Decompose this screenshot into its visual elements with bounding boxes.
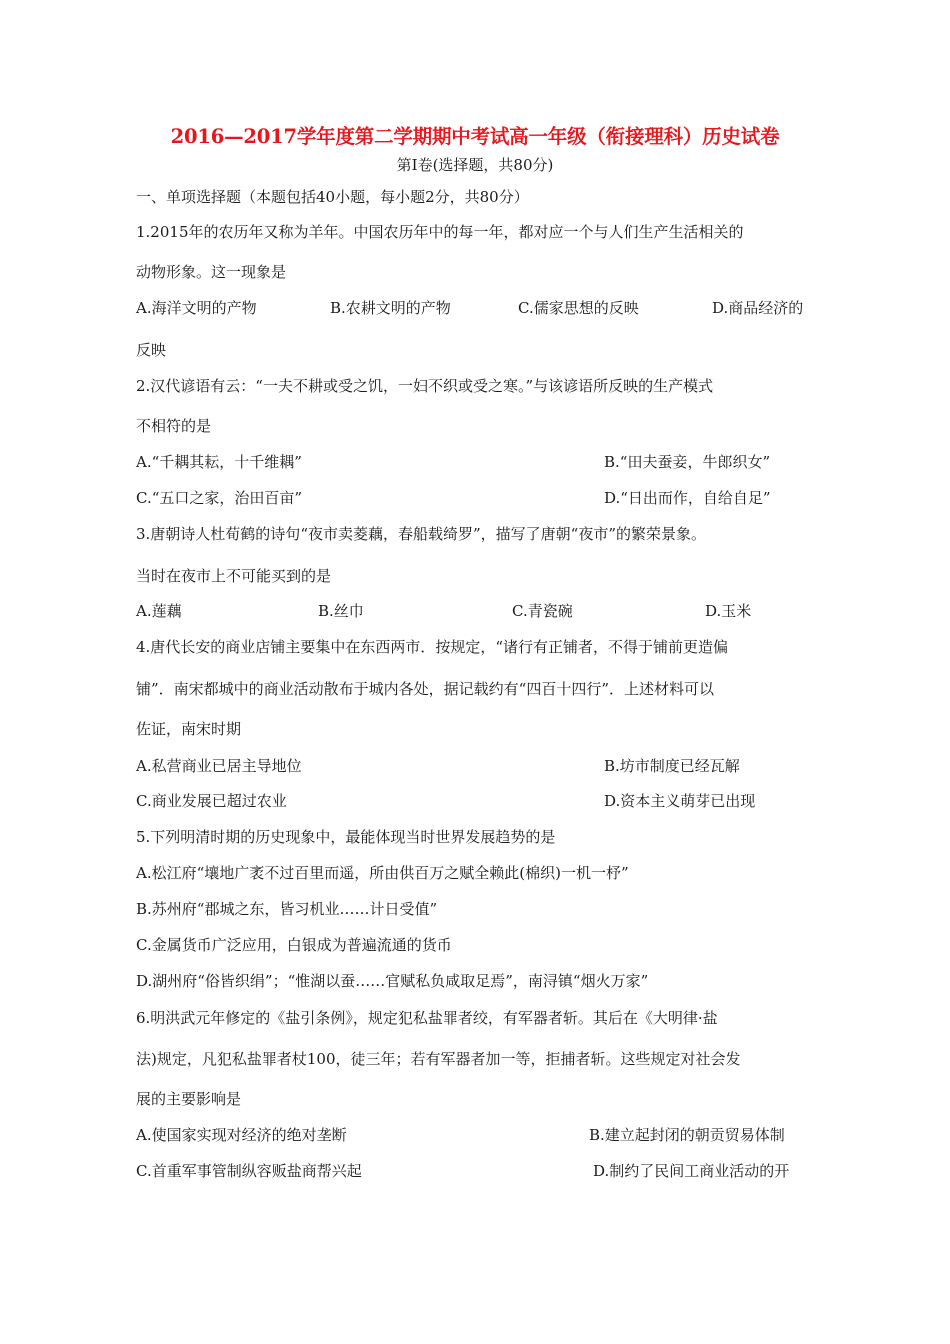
q5-stem-line-1: 5.下列明清时期的历史现象中，最能体现当时世界发展趋势的是 (136, 828, 556, 846)
page-title: 2016—2017学年度第二学期期中考试高一年级（衔接理科）历史试卷 (170, 125, 780, 148)
q6-option-d: D.制约了民间工商业活动的开 (593, 1162, 790, 1180)
page-subtitle: 第Ⅰ卷(选择题，共80分) (396, 156, 554, 174)
q6-stem-line-3: 展的主要影响是 (136, 1090, 242, 1108)
q1-option-a: A.海洋文明的产物 (136, 299, 257, 317)
q4-option-b: B.坊市制度已经瓦解 (604, 757, 740, 775)
q3-option-c: C.青瓷碗 (512, 602, 573, 620)
q3-option-d: D.玉米 (705, 602, 752, 620)
q3-stem-line-1: 3.唐朝诗人杜荀鹤的诗句“夜市卖菱藕，春船载绮罗”，描写了唐朝“夜市”的繁荣景象。 (136, 525, 706, 543)
section-heading: 一、单项选择题（本题包括40小题，每小题2分，共80分） (136, 188, 529, 206)
q6-option-a: A.使国家实现对经济的绝对垄断 (136, 1126, 347, 1144)
q2-stem-line-1: 2.汉代谚语有云：“一夫不耕或受之饥，一妇不织或受之寒。”与该谚语所反映的生产模式 (136, 377, 714, 395)
q4-option-d: D.资本主义萌芽已出现 (604, 792, 756, 810)
q6-option-c: C.首重军事管制纵容贩盐商帮兴起 (136, 1162, 362, 1180)
q2-stem-line-2: 不相符的是 (136, 417, 212, 435)
q1-option-d-continued: 反映 (136, 341, 167, 359)
q6-stem-line-2: 法)规定，凡犯私盐罪者杖100，徒三年；若有军器者加一等，拒捕者斩。这些规定对社会发 (136, 1050, 741, 1068)
q4-stem-line-3: 佐证，南宋时期 (136, 720, 242, 738)
q6-stem-line-1: 6.明洪武元年修定的《盐引条例》，规定犯私盐罪者绞，有军器者斩。其后在《大明律·盐 (136, 1009, 718, 1027)
q2-option-d: D.“日出而作，自给自足” (604, 489, 771, 507)
q3-stem-line-2: 当时在夜市上不可能买到的是 (136, 567, 332, 585)
q1-stem-line-1: 1.2015年的农历年又称为羊年。中国农历年中的每一年，都对应一个与人们生产生活相关的 (136, 223, 744, 241)
q2-option-b: B.“田夫蚕妾，牛郎织女” (604, 453, 771, 471)
q4-option-c: C.商业发展已超过农业 (136, 792, 287, 810)
q4-option-a: A.私营商业已居主导地位 (136, 757, 302, 775)
q1-option-d: D.商品经济的 (712, 299, 804, 317)
q1-option-c: C.儒家思想的反映 (518, 299, 639, 317)
q2-option-a: A.“千耦其耘，十千维耦” (136, 453, 302, 471)
q2-option-c: C.“五口之家，治田百亩” (136, 489, 303, 507)
q5-option-d: D.湖州府“俗皆织绢”；“惟湖以蚕……官赋私负咸取足焉”，南浔镇“烟火万家” (136, 972, 649, 990)
q4-stem-line-2: 铺”．南宋都城中的商业活动散布于城内各处，据记载约有“四百十四行”．上述材料可以 (136, 680, 715, 698)
q5-option-a: A.松江府“壤地广袤不过百里而遥，所由供百万之赋全赖此(棉织)一机一杼” (136, 864, 629, 882)
q6-option-b: B.建立起封闭的朝贡贸易体制 (589, 1126, 785, 1144)
q1-stem-line-2: 动物形象。这一现象是 (136, 263, 287, 281)
q3-option-a: A.莲藕 (136, 602, 182, 620)
q4-stem-line-1: 4.唐代长安的商业店铺主要集中在东西两市．按规定，“诸行有正铺者，不得于铺前更造偏 (136, 638, 728, 656)
q5-option-b: B.苏州府“郡城之东，皆习机业……计日受值” (136, 900, 438, 918)
q1-option-b: B.农耕文明的产物 (330, 299, 451, 317)
q3-option-b: B.丝巾 (318, 602, 364, 620)
q5-option-c: C.金属货币广泛应用，白银成为普遍流通的货币 (136, 936, 452, 954)
